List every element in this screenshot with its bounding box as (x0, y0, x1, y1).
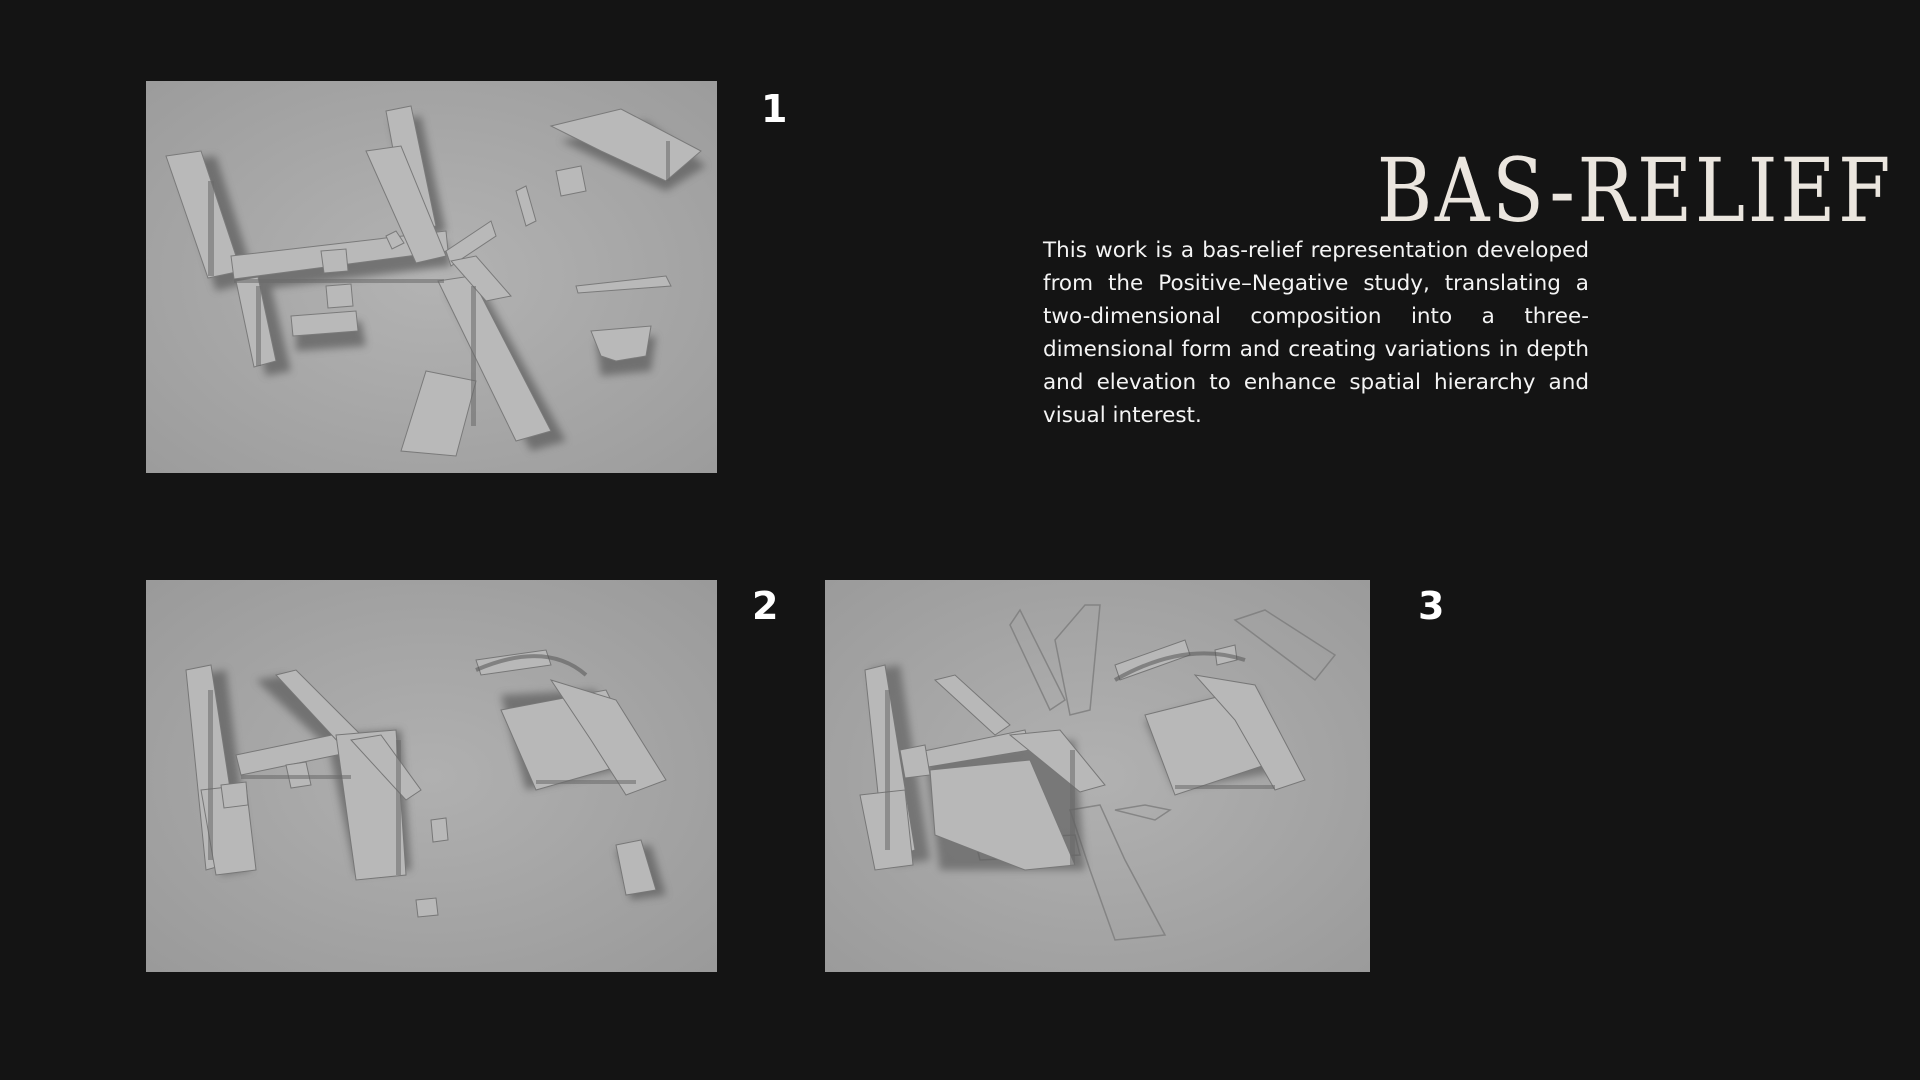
panel-number-3: 3 (1418, 584, 1445, 628)
panel-number-1: 1 (761, 87, 788, 131)
model-photo-3 (825, 580, 1370, 972)
model-photo-2 (146, 580, 717, 972)
panel-number-2: 2 (752, 584, 779, 628)
model-photo-1 (146, 81, 717, 473)
description-text: This work is a bas-relief representation developed from the Positive–Negative study, translating a two-dimensional composition into a three-dimensional form and creating variations in depth and elevation to enhance spatial hierarchy and visual interest. (1043, 238, 1589, 428)
page-title: BAS-RELIEF (1376, 138, 1894, 242)
